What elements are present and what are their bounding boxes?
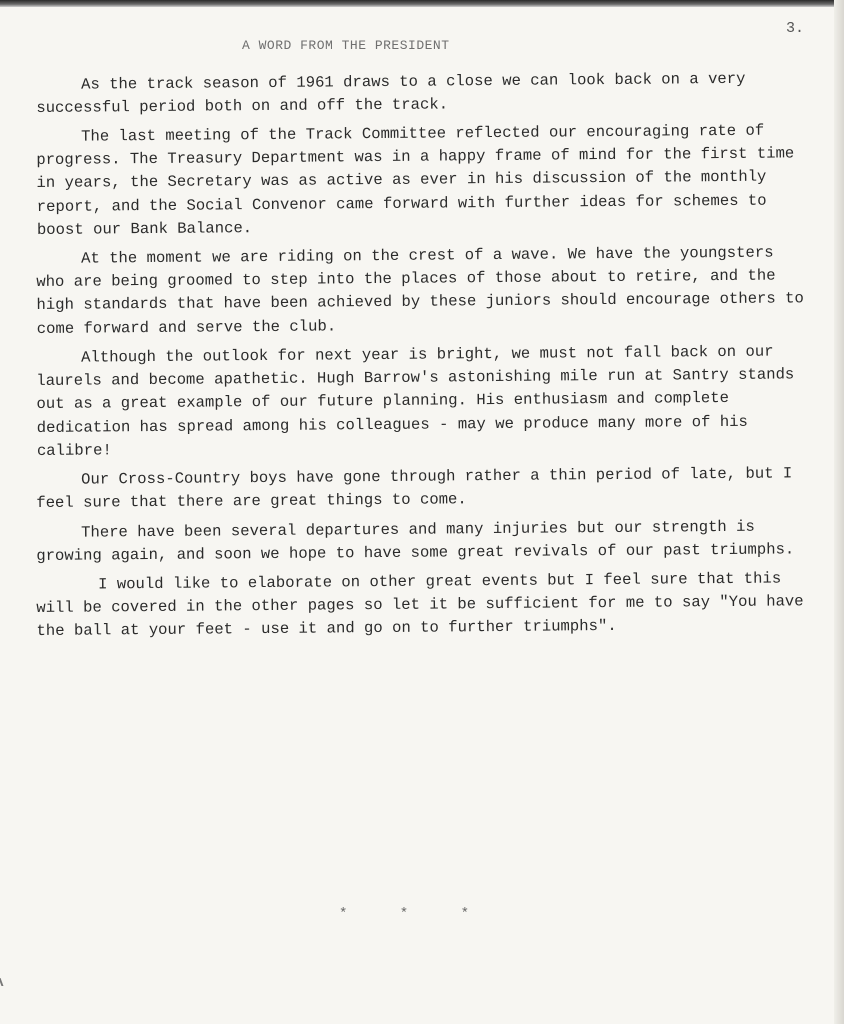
margin-mark xyxy=(0,978,9,986)
page-top-edge xyxy=(0,0,844,7)
page-number: 3. xyxy=(786,20,805,37)
paragraph-6: There have been several departures and many injuries but our strength is growing again, and soon we hope to have some great revivals of our past triumphs. xyxy=(36,517,795,565)
paragraph-2: The last meeting of the Track Committee reflected our encouraging rate of progress. The Treasury Department was in a happy frame of mind for the first time in years, the Secretary was as active as ever in his discussion of the monthly report, and the Social Convenor came forward with further ideas for schemes to boost our Bank Balance. xyxy=(36,122,795,240)
paragraph-1: As the track season of 1961 draws to a close we can look back on a very successful period both on and off the track. xyxy=(36,69,746,118)
article-body xyxy=(36,69,806,650)
paragraph-7: I would like to elaborate on other great events but I feel sure that this will be covered in the other pages so let it be sufficient for me to say "You have the ball at your feet - use it and go on to further triumphs". xyxy=(36,569,804,641)
article-title: A WORD FROM THE PRESIDENT xyxy=(242,38,450,53)
paragraph-4: Although the outlook for next year is bright, we must not fall back on our laurels and become apathetic. Hugh Barrow's astonishing mile run at Santry stands out as a great example of our future planning. His enthusiasm and complete dedication has spread among his colleagues - may we produce many more of his calibre! xyxy=(36,342,795,461)
paragraph-5: Our Cross-Country boys have gone through rather a thin period of late, but I feel sure that there are great things to come. xyxy=(36,464,793,513)
paragraph-3: At the moment we are riding on the crest of a wave. We have the youngsters who are being groomed to step into the places of those about to retire, and the high standards that have been achieved by these juniors should encourage others to come forward and serve the club. xyxy=(36,243,804,339)
closing-asterisks: * * * xyxy=(339,906,492,922)
page-right-edge xyxy=(834,0,844,1024)
